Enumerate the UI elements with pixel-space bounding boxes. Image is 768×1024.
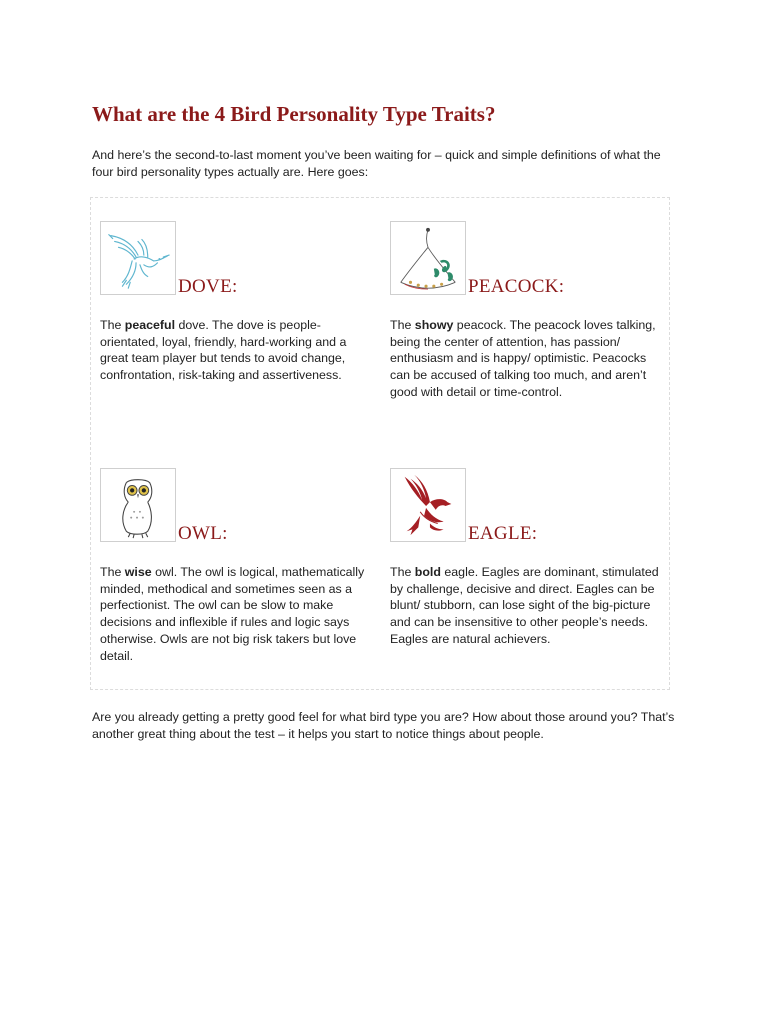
peacock-icon	[390, 221, 466, 295]
bird-description-peacock: The showy peacock. The peacock loves talking, being the center of attention, has passion/ enthusiasm and is happy/ optimistic. Peacocks can be accused of talking too much, and aren’t good with detail or time-control.	[390, 318, 656, 399]
bird-card-peacock	[390, 221, 672, 401]
bird-title-owl: OWL:	[178, 523, 228, 544]
bird-trait-dove: peaceful	[124, 318, 176, 332]
bird-title-dove: DOVE:	[178, 276, 238, 297]
outro-paragraph: Are you already getting a pretty good feel for what bird type you are? How about those around you? That’s another great thing about the test – it helps you start to notice things about people.	[92, 710, 675, 741]
dove-icon	[100, 221, 176, 295]
intro-paragraph: And here’s the second-to-last moment you’ve been waiting for – quick and simple definitions of what the four bird personality types actually are. Here goes:	[92, 148, 661, 179]
bird-description-dove: The peaceful dove. The dove is people-orientated, loyal, friendly, hard-working and a great team player but tends to avoid change, confrontation, risk-taking and assertiveness.	[100, 318, 347, 383]
page-title: What are the 4 Bird Personality Type Traits?	[92, 102, 496, 126]
bird-card-dove	[100, 221, 382, 384]
bird-description-owl: The wise owl. The owl is logical, mathematically minded, methodical and sometimes seen as a perfectionist. The owl can be slow to make decisions and inflexible if rules and logic says otherwise. Owls are not big risk takers but love detail.	[100, 565, 365, 663]
bird-trait-eagle: bold	[414, 565, 441, 579]
owl-icon	[100, 468, 176, 542]
bird-description-eagle: The bold eagle. Eagles are dominant, stimulated by challenge, decisive and direct. Eagles can be blunt/ stubborn, can lose sight of the big-picture and can be insensitive to other people’s needs. Eagles are natural achievers.	[390, 565, 659, 646]
bird-title-eagle: EAGLE:	[468, 523, 538, 544]
bird-title-peacock: PEACOCK:	[468, 276, 565, 297]
bird-card-owl	[100, 468, 382, 664]
eagle-icon	[390, 468, 466, 542]
bird-trait-peacock: showy	[414, 318, 454, 332]
bird-card-eagle	[390, 468, 672, 648]
bird-trait-owl: wise	[124, 565, 152, 579]
